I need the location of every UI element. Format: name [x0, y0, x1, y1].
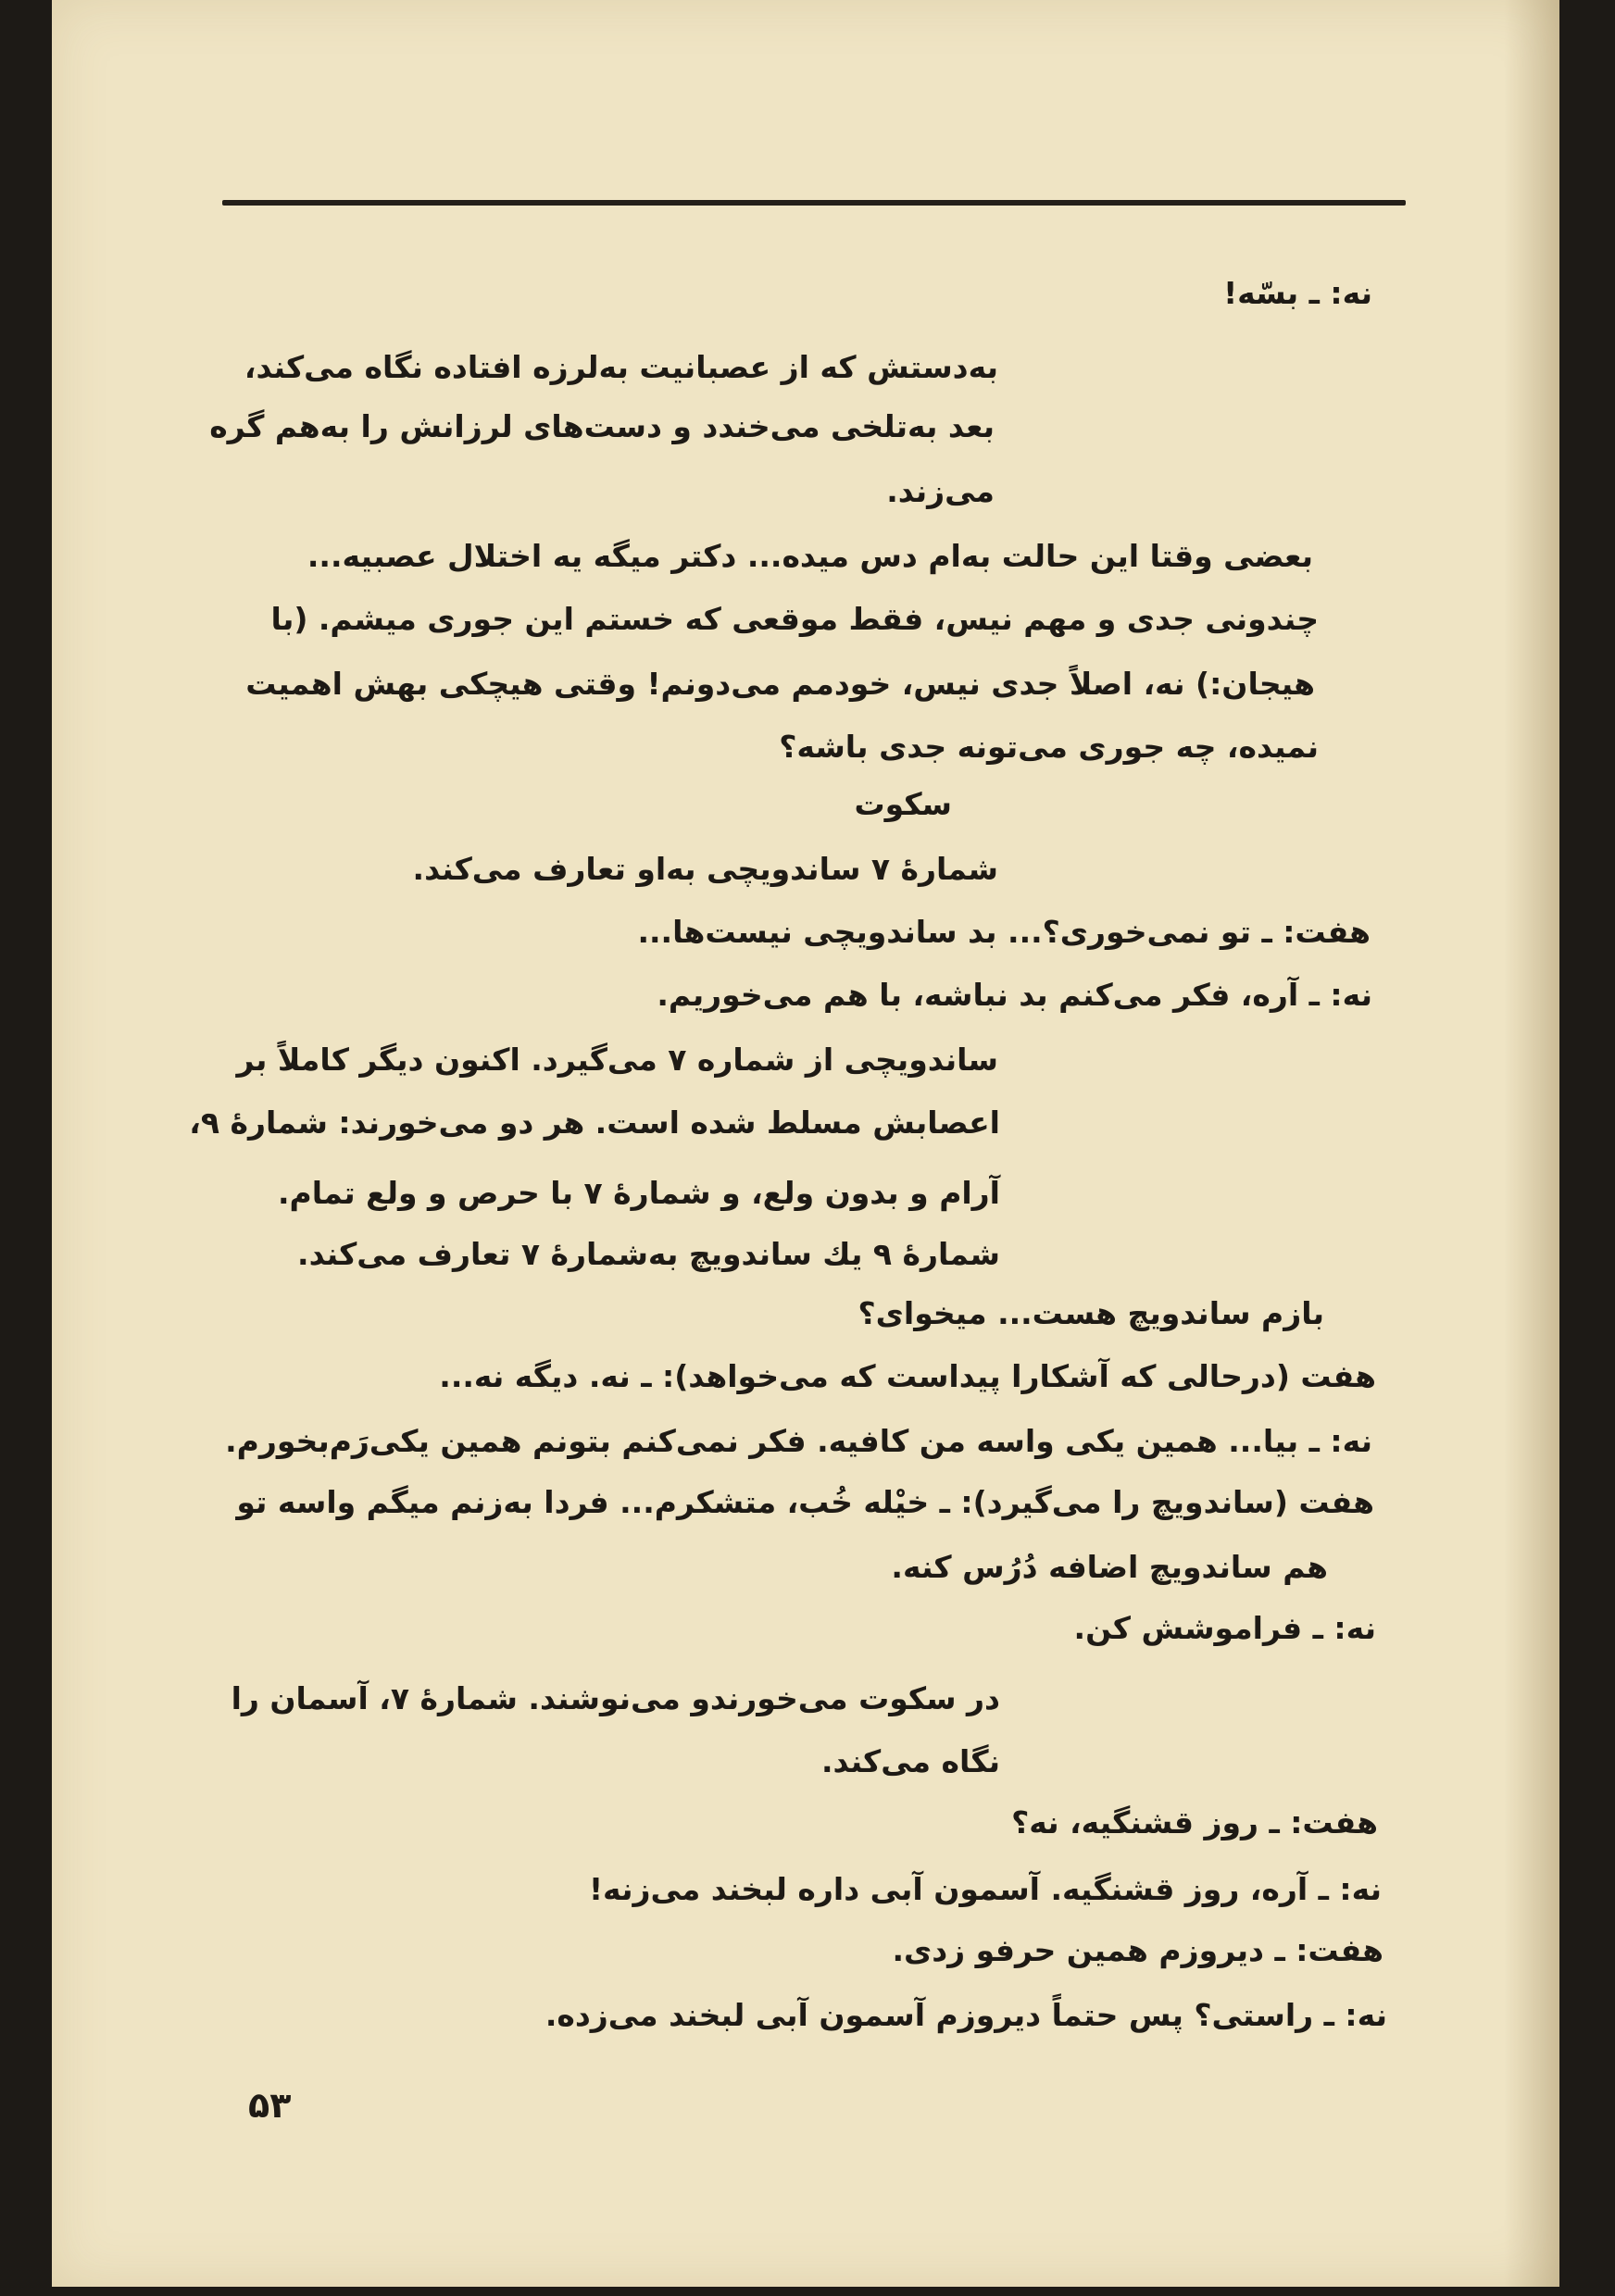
line-26: نه: ـ آره، روز قشنگیه. آسمون آبی داره لبخند می‌زنه! [589, 1871, 1382, 1907]
stage-direction-line-16: شمارۀ ۹ یك ساندویچ به‌شمارۀ ۷ تعارف می‌کند. [297, 1236, 1000, 1272]
stage-direction-line-23: در سکوت می‌خورندو می‌نوشند. شمارۀ ۷، آسمان را [231, 1680, 1000, 1716]
line-20: هفت (ساندویچ را می‌گیرد): ـ خیْله خُب، متشکرم... فردا به‌زنم میگم واسه تو [236, 1484, 1374, 1520]
line-18: هفت (درحالی که آشکارا پیداست که می‌خواهد): ـ نه. دیگه نه... [439, 1358, 1376, 1394]
line-19: نه: ـ بیا... همین یکی واسه من کافیه. فکر نمی‌کنم بتونم همین یکی‌رَم‌بخورم. [225, 1423, 1372, 1459]
line-28: نه: ـ راستی؟ پس حتماً دیروزم آسمون آبی لبخند می‌زده. [545, 1997, 1387, 2033]
stage-direction-line-2: به‌دستش که از عصبانیت به‌لرزه افتاده نگاه می‌کند، [244, 349, 998, 385]
line-7: هیجان:) نه، اصلاً جدی نیس، خودمم می‌دونم! وقتی هیچکی بهش اهمیت [245, 666, 1315, 702]
line-21: هم ساندویچ اضافه دُرُس کنه. [891, 1549, 1328, 1585]
stage-direction-line-24: نگاه می‌کند. [820, 1743, 1000, 1779]
silence-direction: سکوت [854, 786, 952, 822]
line-27: هفت: ـ دیروزم همین حرفو زدی. [892, 1932, 1383, 1968]
line-17: بازم ساندویچ هست... میخوای؟ [858, 1295, 1324, 1331]
stage-direction-line-10: شمارۀ ۷ ساندویچی به‌او تعارف می‌کند. [412, 851, 998, 887]
stage-direction-line-13: ساندویچی از شماره ۷ می‌گیرد. اکنون دیگر کاملاً بر [236, 1042, 998, 1078]
line-22: نه: ـ فراموشش کن. [1073, 1610, 1376, 1646]
line-6: چندونی جدی و مهم نیس، فقط موقعی که خستم این جوری میشم. (با [270, 601, 1319, 637]
line-8: نمیده، چه جوری می‌تونه جدی باشه؟ [779, 729, 1319, 765]
header-rule [222, 200, 1406, 206]
page-number: ۵۳ [248, 2085, 292, 2126]
line-5: بعضی وقتا این حالت به‌ام دس میده... دکتر میگه یه اختلال عصبیه... [307, 538, 1313, 574]
stage-direction-line-4: می‌زند. [886, 473, 995, 509]
stage-direction-line-3: بعد به‌تلخی می‌خندد و دست‌های لرزانش را به‌هم گره [209, 408, 995, 444]
line-12: نه: ـ آره، فکر می‌کنم بد نباشه، با هم می‌خوریم. [657, 977, 1372, 1013]
stage-direction-line-14: اعصابش مسلط شده است. هر دو می‌خورند: شمارۀ ۹، [189, 1104, 1000, 1141]
stage-direction-line-15: آرام و بدون ولع، و شمارۀ ۷ با حرص و ولع تمام. [278, 1175, 1000, 1211]
page-edge-shadow [1504, 0, 1559, 2287]
line-1: نه: ـ بسّه! [1223, 275, 1372, 311]
line-25: هفت: ـ روز قشنگیه، نه؟ [1011, 1804, 1378, 1841]
line-11: هفت: ـ تو نمی‌خوری؟... بد ساندویچی نیست‌ها... [637, 914, 1371, 950]
